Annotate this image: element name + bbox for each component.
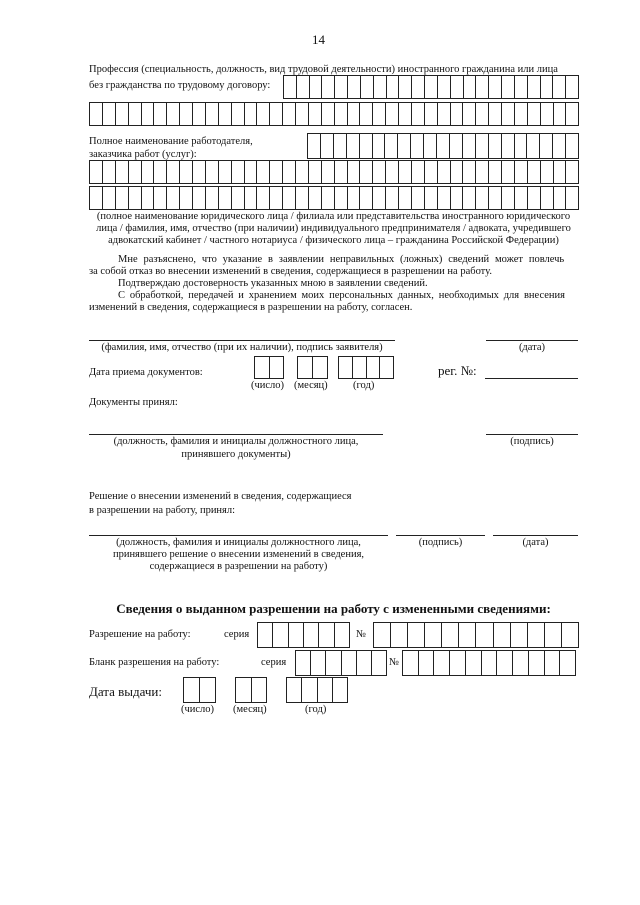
decision-official-caption-line3: содержащиеся в разрешении на работу) — [149, 561, 328, 572]
char-cell[interactable] — [180, 161, 193, 183]
char-cell[interactable] — [335, 161, 348, 183]
char-cell[interactable] — [459, 623, 476, 647]
received-date-label: Дата приема документов: — [89, 367, 203, 378]
char-cell[interactable] — [425, 187, 438, 209]
char-cell[interactable] — [310, 76, 323, 98]
char-cell[interactable] — [347, 134, 360, 158]
char-cell[interactable] — [326, 651, 341, 675]
char-cell[interactable] — [270, 161, 283, 183]
receiving-official-line[interactable] — [89, 434, 383, 435]
char-cell[interactable] — [193, 187, 206, 209]
char-cell[interactable] — [528, 187, 541, 209]
char-cell[interactable] — [184, 678, 200, 702]
char-cell[interactable] — [380, 357, 394, 378]
char-cell[interactable] — [541, 187, 554, 209]
char-cell[interactable] — [399, 187, 412, 209]
char-cell[interactable] — [206, 103, 219, 125]
page-number: 14 — [312, 32, 325, 47]
char-cell[interactable] — [438, 76, 451, 98]
char-cell[interactable] — [335, 623, 350, 647]
char-cell[interactable] — [309, 161, 322, 183]
char-cell[interactable] — [515, 187, 528, 209]
char-cell[interactable] — [527, 134, 540, 158]
char-cell[interactable] — [322, 187, 335, 209]
decision-official-line[interactable] — [89, 535, 388, 536]
char-cell[interactable] — [451, 187, 464, 209]
char-cell[interactable] — [385, 134, 398, 158]
char-cell[interactable] — [408, 623, 425, 647]
decision-label-line1: Решение о внесении изменений в сведения, содержащиеся — [89, 491, 352, 502]
char-cell[interactable] — [566, 161, 579, 183]
char-cell[interactable] — [129, 161, 142, 183]
char-cell[interactable] — [296, 187, 309, 209]
char-cell[interactable] — [90, 187, 103, 209]
char-cell[interactable] — [562, 623, 579, 647]
char-cell[interactable] — [367, 357, 381, 378]
char-cell[interactable] — [502, 76, 515, 98]
char-cell[interactable] — [322, 76, 335, 98]
char-cell[interactable] — [450, 134, 463, 158]
char-cell[interactable] — [339, 357, 353, 378]
char-cell[interactable] — [319, 623, 334, 647]
char-cell[interactable] — [232, 187, 245, 209]
char-cell[interactable] — [335, 103, 348, 125]
char-cell[interactable] — [103, 103, 116, 125]
char-cell[interactable] — [442, 623, 459, 647]
char-cell[interactable] — [357, 651, 372, 675]
char-cell[interactable] — [554, 103, 567, 125]
employer-note-line2: лица / фамилия, имя, отчество (при наличии) индивидуального предпринимателя / адвоката, учредившего — [96, 223, 571, 234]
char-cell[interactable] — [116, 103, 129, 125]
char-cell[interactable] — [309, 103, 322, 125]
char-cell[interactable] — [489, 76, 502, 98]
char-cell[interactable] — [438, 187, 451, 209]
char-cell[interactable] — [438, 161, 451, 183]
char-cell[interactable] — [372, 651, 387, 675]
char-cell[interactable] — [304, 623, 319, 647]
char-cell[interactable] — [451, 76, 464, 98]
char-cell[interactable] — [333, 678, 348, 702]
permit-series-input[interactable] — [257, 622, 350, 648]
char-cell[interactable] — [511, 623, 528, 647]
char-cell[interactable] — [489, 134, 502, 158]
char-cell[interactable] — [489, 187, 502, 209]
char-cell[interactable] — [386, 187, 399, 209]
char-cell[interactable] — [528, 161, 541, 183]
char-cell[interactable] — [373, 134, 386, 158]
permit-label: Разрешение на работу: — [89, 629, 191, 640]
char-cell[interactable] — [502, 187, 515, 209]
char-cell[interactable] — [206, 161, 219, 183]
char-cell[interactable] — [353, 357, 367, 378]
decision-signature-caption: (подпись) — [418, 537, 463, 548]
char-cell[interactable] — [476, 161, 489, 183]
char-cell[interactable] — [399, 103, 412, 125]
char-cell[interactable] — [335, 187, 348, 209]
char-cell[interactable] — [553, 76, 566, 98]
char-cell[interactable] — [528, 103, 541, 125]
issue-year-input[interactable] — [286, 677, 348, 703]
char-cell[interactable] — [360, 161, 373, 183]
char-cell[interactable] — [116, 161, 129, 183]
char-cell[interactable] — [257, 161, 270, 183]
char-cell[interactable] — [284, 76, 297, 98]
char-cell[interactable] — [302, 678, 317, 702]
char-cell[interactable] — [411, 134, 424, 158]
char-cell[interactable] — [335, 76, 348, 98]
char-cell[interactable] — [515, 161, 528, 183]
applicant-signature-caption: (фамилия, имя, отчество (при их наличии), подпись заявителя) — [101, 342, 383, 353]
char-cell[interactable] — [386, 103, 399, 125]
employer-input-row3[interactable] — [89, 186, 579, 210]
char-cell[interactable] — [398, 134, 411, 158]
char-cell[interactable] — [245, 161, 258, 183]
char-cell[interactable] — [313, 357, 328, 378]
char-cell[interactable] — [360, 103, 373, 125]
received-year-caption: (год) — [353, 380, 375, 391]
decision-official-caption-line1: (должность, фамилия и инициалы должностного лица, — [116, 537, 361, 548]
declaration-p1-line1: Мне разъяснено, что указание в заявлении неправильных (ложных) сведений может повлечь — [118, 254, 565, 265]
char-cell[interactable] — [167, 103, 180, 125]
char-cell[interactable] — [129, 103, 142, 125]
char-cell[interactable] — [425, 76, 438, 98]
char-cell[interactable] — [391, 623, 408, 647]
decision-label-line2: в разрешении на работу, принял: — [89, 505, 236, 516]
char-cell[interactable] — [167, 161, 180, 183]
employer-note-line1: (полное наименование юридического лица / филиала или представительства иностранного юридического — [96, 211, 571, 222]
profession-input-row2[interactable] — [89, 102, 579, 126]
receiving-signature-caption: (подпись) — [510, 436, 554, 447]
char-cell[interactable] — [438, 103, 451, 125]
char-cell[interactable] — [502, 161, 515, 183]
char-cell[interactable] — [476, 103, 489, 125]
char-cell[interactable] — [180, 103, 193, 125]
char-cell[interactable] — [463, 103, 476, 125]
char-cell[interactable] — [566, 134, 579, 158]
char-cell[interactable] — [219, 187, 232, 209]
employer-label-line1: Полное наименование работодателя, — [89, 136, 253, 147]
blank-number-label: № — [389, 657, 400, 668]
char-cell[interactable] — [451, 161, 464, 183]
applicant-date-line[interactable] — [486, 340, 578, 341]
char-cell[interactable] — [129, 187, 142, 209]
char-cell[interactable] — [560, 651, 576, 675]
applicant-date-caption: (дата) — [518, 342, 546, 353]
char-cell[interactable] — [219, 103, 232, 125]
documents-accepted-label: Документы принял: — [89, 397, 178, 408]
issue-date-label: Дата выдачи: — [89, 684, 163, 699]
char-cell[interactable] — [541, 76, 554, 98]
char-cell[interactable] — [412, 187, 425, 209]
char-cell[interactable] — [463, 161, 476, 183]
issue-year-caption: (год) — [305, 704, 327, 715]
char-cell[interactable] — [334, 134, 347, 158]
char-cell[interactable] — [321, 134, 334, 158]
char-cell[interactable] — [193, 103, 206, 125]
char-cell[interactable] — [566, 187, 579, 209]
applicant-signature-line[interactable] — [89, 340, 395, 341]
char-cell[interactable] — [513, 651, 529, 675]
char-cell[interactable] — [419, 651, 435, 675]
char-cell[interactable] — [374, 623, 391, 647]
char-cell[interactable] — [476, 187, 489, 209]
char-cell[interactable] — [257, 103, 270, 125]
char-cell[interactable] — [308, 134, 321, 158]
char-cell[interactable] — [541, 161, 554, 183]
decision-date-caption: (дата) — [522, 537, 549, 548]
char-cell[interactable] — [373, 187, 386, 209]
char-cell[interactable] — [476, 76, 489, 98]
char-cell[interactable] — [450, 651, 466, 675]
employer-input-row2[interactable] — [89, 160, 579, 184]
char-cell[interactable] — [361, 76, 374, 98]
permit-number-label: № — [356, 629, 367, 640]
char-cell[interactable] — [528, 623, 545, 647]
declaration-p2: Подтверждаю достоверность указанных мною в заявлении сведений. — [118, 278, 428, 289]
char-cell[interactable] — [255, 357, 270, 378]
char-cell[interactable] — [494, 623, 511, 647]
char-cell[interactable] — [566, 103, 579, 125]
char-cell[interactable] — [270, 187, 283, 209]
char-cell[interactable] — [154, 161, 167, 183]
char-cell[interactable] — [489, 161, 502, 183]
char-cell[interactable] — [200, 678, 216, 702]
char-cell[interactable] — [154, 187, 167, 209]
blank-series-input[interactable] — [295, 650, 387, 676]
char-cell[interactable] — [322, 103, 335, 125]
decision-signature-line[interactable] — [396, 535, 485, 536]
char-cell[interactable] — [386, 161, 399, 183]
char-cell[interactable] — [289, 623, 304, 647]
char-cell[interactable] — [482, 651, 498, 675]
char-cell[interactable] — [437, 134, 450, 158]
employer-note-line3: адвокатский кабинет / частного нотариуса / физического лица – гражданина Российской Федерации) — [108, 235, 559, 246]
char-cell[interactable] — [232, 103, 245, 125]
char-cell[interactable] — [296, 103, 309, 125]
char-cell[interactable] — [387, 76, 400, 98]
char-cell[interactable] — [270, 103, 283, 125]
char-cell[interactable] — [348, 187, 361, 209]
char-cell[interactable] — [180, 187, 193, 209]
char-cell[interactable] — [541, 103, 554, 125]
char-cell[interactable] — [245, 187, 258, 209]
char-cell[interactable] — [296, 161, 309, 183]
char-cell[interactable] — [142, 161, 155, 183]
permit-series-label: серия — [224, 629, 250, 640]
blank-number-input[interactable] — [402, 650, 576, 676]
issue-month-caption: (месяц) — [233, 704, 267, 715]
char-cell[interactable] — [497, 651, 513, 675]
receiving-signature-line[interactable] — [486, 434, 578, 435]
char-cell[interactable] — [425, 623, 442, 647]
char-cell[interactable] — [528, 76, 541, 98]
issue-day-caption: (число) — [181, 704, 215, 715]
char-cell[interactable] — [374, 76, 387, 98]
char-cell[interactable] — [434, 651, 450, 675]
char-cell[interactable] — [463, 187, 476, 209]
char-cell[interactable] — [142, 187, 155, 209]
char-cell[interactable] — [154, 103, 167, 125]
char-cell[interactable] — [219, 161, 232, 183]
char-cell[interactable] — [270, 357, 285, 378]
char-cell[interactable] — [283, 103, 296, 125]
char-cell[interactable] — [412, 161, 425, 183]
char-cell[interactable] — [322, 161, 335, 183]
char-cell[interactable] — [348, 103, 361, 125]
char-cell[interactable] — [298, 357, 313, 378]
char-cell[interactable] — [476, 134, 489, 158]
char-cell[interactable] — [515, 103, 528, 125]
char-cell[interactable] — [103, 161, 116, 183]
reg-number-label: рег. №: — [438, 363, 477, 378]
char-cell[interactable] — [464, 76, 477, 98]
employer-input-row1[interactable] — [307, 133, 579, 159]
char-cell[interactable] — [463, 134, 476, 158]
profession-input-row1[interactable] — [283, 75, 579, 99]
char-cell[interactable] — [236, 678, 252, 702]
char-cell[interactable] — [348, 76, 361, 98]
char-cell[interactable] — [297, 76, 310, 98]
char-cell[interactable] — [545, 651, 561, 675]
profession-label-line1: Профессия (специальность, должность, вид трудовой деятельности) иностранного гражданина или лица — [89, 64, 558, 75]
char-cell[interactable] — [273, 623, 288, 647]
char-cell[interactable] — [245, 103, 258, 125]
char-cell[interactable] — [399, 161, 412, 183]
char-cell[interactable] — [399, 76, 412, 98]
blank-label: Бланк разрешения на работу: — [89, 657, 220, 668]
issued-permit-heading: Сведения о выданном разрешении на работу с измененными сведениями: — [116, 601, 551, 616]
char-cell[interactable] — [373, 103, 386, 125]
char-cell[interactable] — [566, 76, 579, 98]
char-cell[interactable] — [545, 623, 562, 647]
char-cell[interactable] — [232, 161, 245, 183]
declaration-p3-line2: изменений в сведения, содержащиеся в разрешении на работу, согласен. — [89, 302, 413, 313]
char-cell[interactable] — [540, 134, 553, 158]
char-cell[interactable] — [373, 161, 386, 183]
declaration-p3-line1: С обработкой, передачей и хранением моих персональных данных, необходимых для внесения — [118, 290, 565, 301]
issue-month-input[interactable] — [235, 677, 267, 703]
char-cell[interactable] — [318, 678, 333, 702]
char-cell[interactable] — [412, 76, 425, 98]
char-cell[interactable] — [283, 161, 296, 183]
received-day-input[interactable] — [254, 356, 284, 379]
char-cell[interactable] — [193, 161, 206, 183]
blank-series-label: серия — [261, 657, 287, 668]
char-cell[interactable] — [515, 76, 528, 98]
char-cell[interactable] — [342, 651, 357, 675]
char-cell[interactable] — [311, 651, 326, 675]
char-cell[interactable] — [257, 187, 270, 209]
char-cell[interactable] — [360, 187, 373, 209]
char-cell[interactable] — [554, 161, 567, 183]
char-cell[interactable] — [489, 103, 502, 125]
char-cell[interactable] — [554, 187, 567, 209]
char-cell[interactable] — [296, 651, 311, 675]
char-cell[interactable] — [309, 187, 322, 209]
char-cell[interactable] — [252, 678, 268, 702]
char-cell[interactable] — [451, 103, 464, 125]
char-cell[interactable] — [424, 134, 437, 158]
received-day-caption: (число) — [251, 380, 285, 391]
char-cell[interactable] — [360, 134, 373, 158]
char-cell[interactable] — [283, 187, 296, 209]
profession-label-line2: без гражданства по трудовому договору: — [89, 80, 271, 91]
permit-number-input[interactable] — [373, 622, 579, 648]
char-cell[interactable] — [529, 651, 545, 675]
receiving-official-caption-line1: (должность, фамилия и инициалы должностного лица, — [113, 436, 359, 447]
char-cell[interactable] — [90, 161, 103, 183]
char-cell[interactable] — [425, 161, 438, 183]
received-month-input[interactable] — [297, 356, 328, 379]
char-cell[interactable] — [287, 678, 302, 702]
reg-number-line[interactable] — [485, 378, 578, 379]
char-cell[interactable] — [502, 134, 515, 158]
char-cell[interactable] — [403, 651, 419, 675]
char-cell[interactable] — [425, 103, 438, 125]
decision-official-caption-line2: принявшего решение о внесении изменений в сведения, — [112, 549, 365, 560]
receiving-official-caption-line2: принявшего документы) — [181, 449, 291, 460]
char-cell[interactable] — [206, 187, 219, 209]
char-cell[interactable] — [116, 187, 129, 209]
received-month-caption: (месяц) — [294, 380, 328, 391]
char-cell[interactable] — [412, 103, 425, 125]
char-cell[interactable] — [502, 103, 515, 125]
decision-date-line[interactable] — [493, 535, 578, 536]
char-cell[interactable] — [466, 651, 482, 675]
char-cell[interactable] — [90, 103, 103, 125]
char-cell[interactable] — [258, 623, 273, 647]
char-cell[interactable] — [142, 103, 155, 125]
issue-day-input[interactable] — [183, 677, 216, 703]
declaration-p1-line2: за собой отказ во внесении изменений в сведения, содержащиеся в разрешении на работу. — [89, 266, 492, 277]
char-cell[interactable] — [553, 134, 566, 158]
char-cell[interactable] — [476, 623, 493, 647]
char-cell[interactable] — [348, 161, 361, 183]
employer-label-line2: заказчика работ (услуг): — [89, 149, 197, 160]
char-cell[interactable] — [167, 187, 180, 209]
received-year-input[interactable] — [338, 356, 394, 379]
char-cell[interactable] — [515, 134, 528, 158]
char-cell[interactable] — [103, 187, 116, 209]
